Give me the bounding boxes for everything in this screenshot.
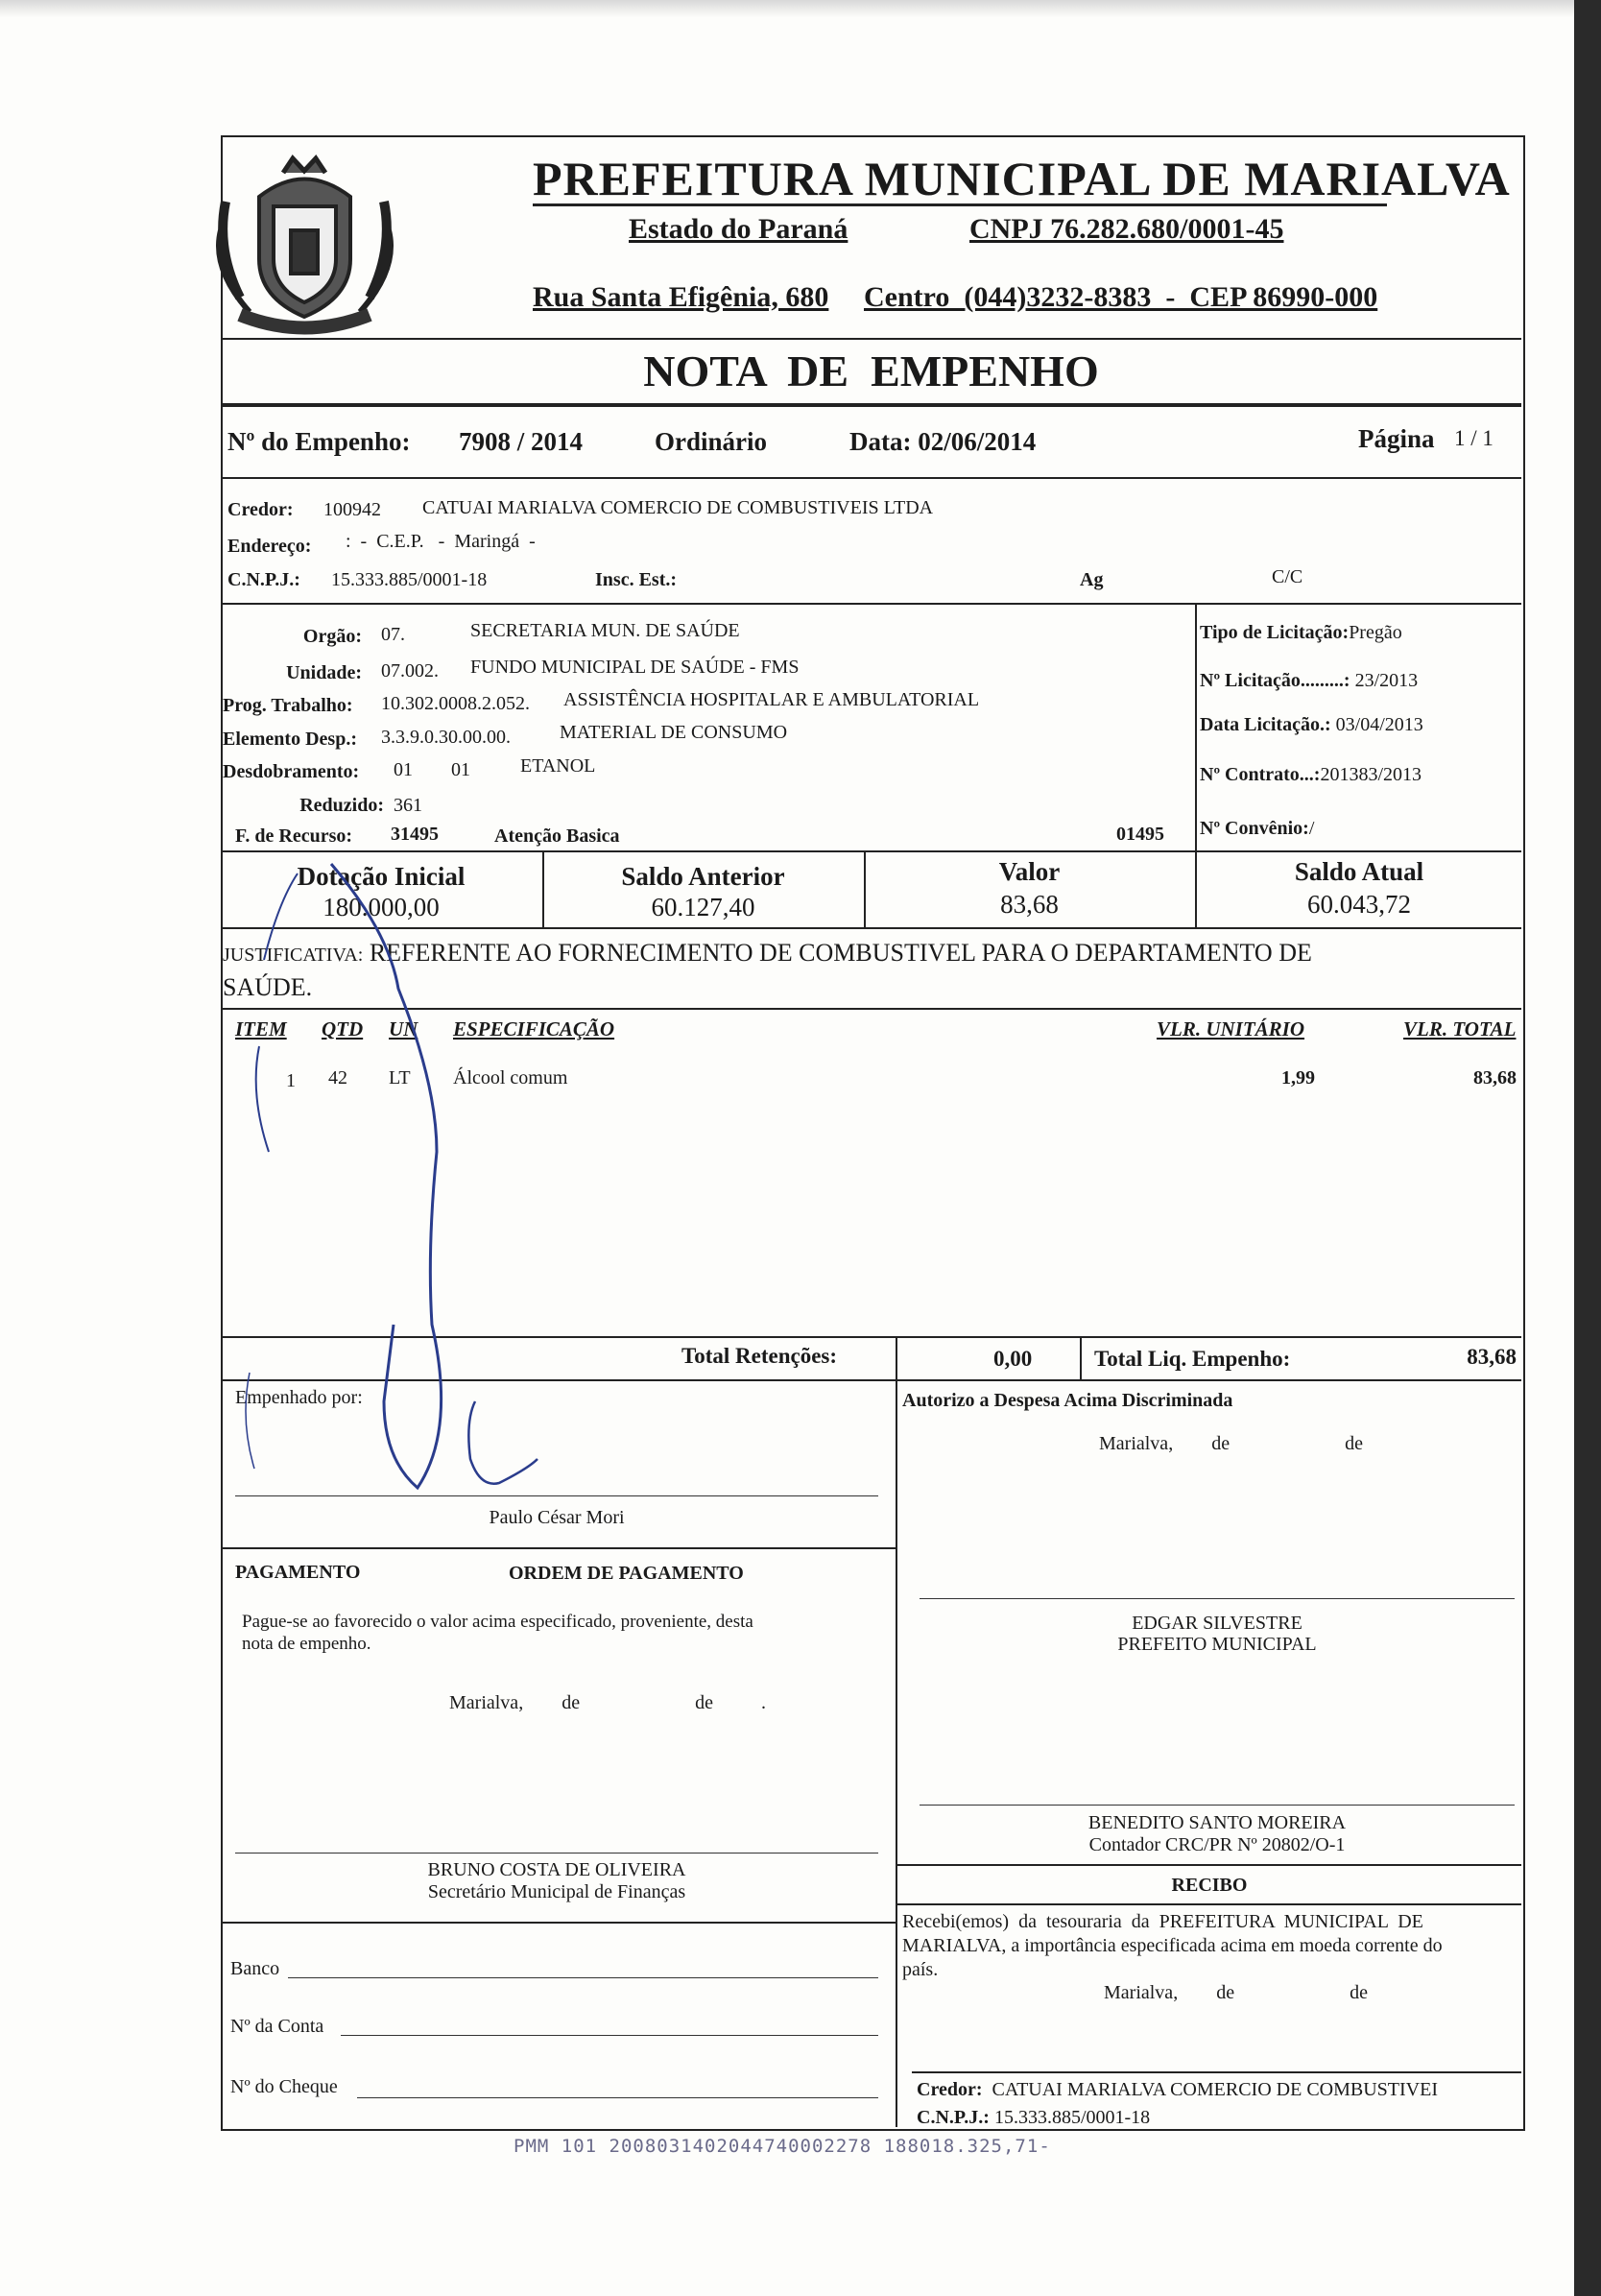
address-label: Endereço:: [227, 536, 312, 557]
contrato: Nº Contrato...:201383/2013: [1200, 764, 1422, 785]
divider: [221, 338, 1521, 340]
credor-cnpj-label: C.N.P.J.:: [227, 569, 300, 590]
recibo-credor-label: Credor:: [917, 2079, 983, 2100]
col-item: ITEM: [235, 1017, 287, 1040]
item-vlr-total: 83,68: [1473, 1067, 1517, 1088]
credor-cnpj: 15.333.885/0001-18: [331, 569, 488, 590]
prefeito-name: EDGAR SILVESTRE: [1132, 1613, 1302, 1634]
divider: [221, 477, 1521, 479]
signature-line: [235, 1853, 878, 1854]
signature-icon: [230, 845, 633, 1517]
address-value: : - C.E.P. - Maringá -: [346, 531, 536, 552]
street-address: Rua Santa Efigênia, 680: [533, 281, 829, 313]
cc-label: C/C: [1272, 566, 1303, 587]
recurso-name: Atenção Basica: [494, 825, 620, 847]
page-label: Página: [1358, 424, 1435, 453]
recurso-code: 31495: [391, 824, 439, 845]
total-liq-value: 83,68: [1467, 1345, 1517, 1369]
insc-est-label: Insc. Est.:: [595, 569, 678, 590]
orgao-code: 07.: [381, 624, 405, 645]
credor-name: CATUAI MARIALVA COMERCIO DE COMBUSTIVEIS LTDA: [422, 497, 934, 518]
secretario-title: Secretário Municipal de Finanças: [427, 1881, 686, 1902]
column-divider: [1195, 603, 1197, 850]
recibo-title: RECIBO: [1171, 1875, 1248, 1896]
prog-name: ASSISTÊNCIA HOSPITALAR E AMBULATORIAL: [563, 689, 980, 710]
divider: [221, 1547, 896, 1549]
empenho-type: Ordinário: [655, 427, 768, 456]
elemento-name: MATERIAL DE CONSUMO: [560, 722, 788, 743]
header-cnpj: CNPJ 76.282.680/0001-45: [969, 213, 1284, 245]
divider: [221, 1922, 896, 1924]
dotacao-label: Dotação Inicial: [297, 862, 466, 891]
recibo-line2: MARIALVA, a importância especificada acima em moeda corrente do: [902, 1935, 1443, 1956]
column-divider: [896, 1336, 897, 1379]
pagamento-label: PAGAMENTO: [235, 1562, 361, 1583]
retencoes-label: Total Retenções:: [681, 1344, 838, 1368]
reduzido-label: Reduzido:: [299, 795, 384, 816]
pague-place-date: Marialva, de de .: [449, 1692, 766, 1713]
col-vlr-total: VLR. TOTAL: [1403, 1017, 1517, 1040]
item-un: LT: [389, 1067, 411, 1088]
licitacao-data: Data Licitação.: 03/04/2013: [1200, 714, 1423, 735]
valor-value: 83,68: [1000, 890, 1059, 919]
retencoes-value: 0,00: [993, 1347, 1033, 1371]
autorizo-place-date: Marialva, de de: [1099, 1433, 1363, 1454]
autorizo-label: Autorizo a Despesa Acima Discriminada: [902, 1390, 1233, 1411]
dotacao-value: 180.000,00: [323, 893, 440, 921]
banco-label: Banco: [230, 1958, 280, 1979]
empenhado-name: Paulo César Mori: [489, 1507, 625, 1528]
conta-line: [341, 2035, 878, 2036]
banco-line: [288, 1977, 878, 1978]
item-number: 1: [286, 1070, 296, 1091]
contador-block: [920, 1812, 1515, 1856]
municipality-title: PREFEITURA MUNICIPAL DE MARIALVA: [533, 152, 1511, 205]
col-vlr-unitario: VLR. UNITÁRIO: [1157, 1017, 1305, 1040]
unidade-code: 07.002.: [381, 660, 439, 682]
saldo-anterior-value: 60.127,40: [651, 893, 755, 921]
empenhado-label: Empenhado por:: [235, 1387, 363, 1408]
title-underline: [533, 203, 1387, 206]
col-qtd: QTD: [322, 1017, 364, 1040]
recibo-credor-name: CATUAI MARIALVA COMERCIO DE COMBUSTIVEI: [992, 2079, 1438, 2100]
unidade-name: FUNDO MUNICIPAL DE SAÚDE - FMS: [470, 657, 800, 678]
justificativa-line2: SAÚDE.: [223, 973, 313, 1001]
desdobramento-label: Desdobramento:: [223, 761, 360, 782]
total-liq-label: Total Liq. Empenho:: [1094, 1347, 1291, 1371]
document-title: NOTA DE EMPENHO: [643, 347, 1099, 395]
contador-name: BENEDITO SANTO MOREIRA: [1087, 1812, 1347, 1833]
desdobramento-name: ETANOL: [520, 755, 596, 777]
divider: [896, 1903, 1521, 1905]
secretario-block: [235, 1859, 878, 1903]
column-divider: [896, 1379, 897, 2127]
signature-line: [920, 1598, 1515, 1599]
prog-label: Prog. Trabalho:: [223, 695, 353, 716]
saldo-atual-label: Saldo Atual: [1294, 857, 1424, 886]
ag-label: Ag: [1080, 569, 1104, 590]
empenho-date: Data: 02/06/2014: [849, 427, 1037, 456]
recibo-credor: [917, 2079, 1438, 2101]
divider: [221, 603, 1521, 605]
empenho-label: Nº do Empenho:: [227, 427, 411, 456]
saldo-anterior-label: Saldo Anterior: [621, 862, 785, 891]
divider: [896, 1864, 1521, 1866]
valor-label: Valor: [998, 857, 1061, 886]
prefeito-title: PREFEITO MUNICIPAL: [1117, 1634, 1317, 1655]
item-especificacao: Álcool comum: [453, 1067, 568, 1088]
convenio: Nº Convênio:/: [1200, 818, 1315, 839]
unidade-label: Unidade:: [286, 662, 362, 683]
column-divider: [1080, 1336, 1082, 1379]
item-qtd: 42: [328, 1067, 347, 1088]
pague-text: [242, 1611, 753, 1655]
print-stamp: PMM 101 2008031402044740002278 188018.325,71-: [514, 2136, 1051, 2157]
divider: [221, 403, 1521, 407]
pague-line1: Pague-se ao favorecido o valor acima especificado, proveniente, desta: [242, 1612, 753, 1632]
orgao-name: SECRETARIA MUN. DE SAÚDE: [470, 620, 740, 641]
credor-code: 100942: [323, 499, 381, 520]
state-name: Estado do Paraná: [629, 213, 848, 245]
recibo-line1: Recebi(emos) da tesouraria da PREFEITURA MUNICIPAL DE: [902, 1911, 1423, 1932]
cheque-line: [357, 2097, 878, 2098]
recibo-cnpj-value: 15.333.885/0001-18: [993, 2107, 1151, 2128]
justificativa-line1: REFERENTE AO FORNECIMENTO DE COMBUSTIVEL PARA O DEPARTAMENTO DE: [369, 939, 1312, 967]
page-number: 1 / 1: [1454, 426, 1493, 450]
ordem-pagamento-label: ORDEM DE PAGAMENTO: [509, 1563, 744, 1584]
desdobramento-b: 01: [451, 759, 470, 780]
recibo-text: [902, 1910, 1521, 1982]
secretario-name: BRUNO COSTA DE OLIVEIRA: [427, 1859, 686, 1880]
orgao-label: Orgão:: [302, 626, 362, 647]
prog-code: 10.302.0008.2.052.: [381, 693, 530, 714]
coat-of-arms-icon: [206, 144, 403, 341]
conta-label: Nº da Conta: [230, 2016, 324, 2037]
recibo-cnpj: [917, 2107, 1150, 2129]
signature-line: [920, 1805, 1515, 1806]
reduzido-value: 361: [394, 795, 422, 816]
recibo-cnpj-label: C.N.P.J.:: [917, 2107, 990, 2128]
scan-edge: [1574, 0, 1601, 2296]
desdobramento-a: 01: [394, 759, 413, 780]
licitacao-numero: Nº Licitação.........: 23/2013: [1200, 670, 1419, 691]
justificativa-label: JUSTIFICATIVA:: [223, 945, 364, 966]
item-vlr-unitario: 1,99: [1281, 1067, 1315, 1088]
scan-top-shadow: [0, 0, 1601, 17]
prefeito-block: [920, 1613, 1515, 1655]
elemento-code: 3.3.9.0.30.00.00.: [381, 727, 511, 748]
licitacao-tipo: Tipo de Licitação:Pregão: [1200, 622, 1402, 643]
recurso-label: F. de Recurso:: [235, 825, 353, 847]
empenho-number: 7908 / 2014: [459, 427, 584, 456]
recibo-place-date: Marialva, de de: [1104, 1982, 1368, 2003]
recibo-line3: país.: [902, 1959, 939, 1980]
recurso-right-code: 01495: [1116, 824, 1164, 845]
col-especificacao: ESPECIFICAÇÃO: [453, 1017, 615, 1040]
pague-line2: nota de empenho.: [242, 1634, 371, 1654]
cheque-label: Nº do Cheque: [230, 2076, 338, 2097]
district-phone-cep: Centro (044)3232-8383 - CEP 86990-000: [864, 281, 1378, 313]
elemento-label: Elemento Desp.:: [223, 729, 357, 750]
col-un: UN: [389, 1017, 418, 1040]
saldo-atual-value: 60.043,72: [1307, 890, 1411, 919]
contador-title: Contador CRC/PR Nº 20802/O-1: [1088, 1834, 1346, 1855]
credor-label: Credor:: [227, 499, 294, 520]
divider: [912, 2071, 1521, 2073]
